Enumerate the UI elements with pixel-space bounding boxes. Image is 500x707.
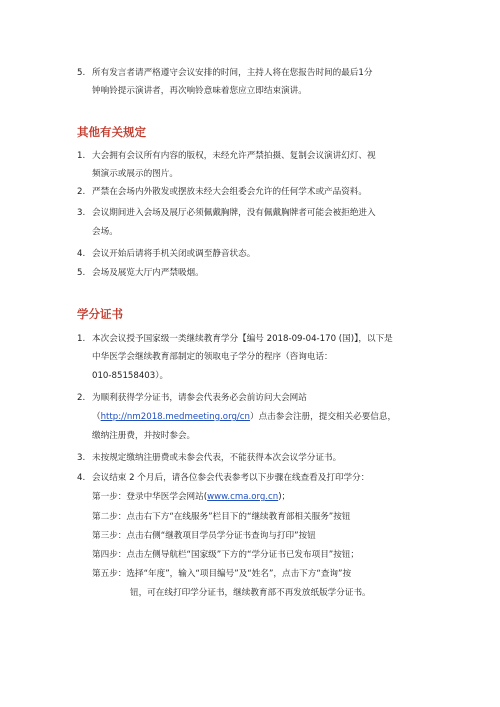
step-text: 第一步：登录中华医学会网站( bbox=[92, 492, 208, 502]
section-heading-rules: 其他有关规定 bbox=[77, 125, 146, 139]
paragraph-line: 会场。 bbox=[92, 227, 118, 237]
paragraph-line: 中华医学会继续教育部制定的领取电子学分的程序（咨询电话： bbox=[92, 352, 333, 362]
section-heading-credits: 学分证书 bbox=[77, 307, 123, 321]
list-number: 4. bbox=[77, 249, 86, 259]
list-number: 3. bbox=[77, 453, 86, 463]
paragraph-line: 大会拥有会议所有内容的版权，未经允许严禁拍摄、复制会议演讲幻灯、视 bbox=[92, 151, 376, 161]
paragraph-line: 频演示或展示的图片。 bbox=[92, 169, 178, 179]
paragraph-line: 010-85158403）。 bbox=[92, 371, 169, 381]
paragraph-line: 会议结束 2 个月后，请各位参会代表参考以下步骤在线查看及打印学分： bbox=[92, 473, 370, 483]
step-text: )； bbox=[278, 492, 291, 502]
paragraph-line: 本次会议授予国家级一类继续教育学分【编号 2018-09-04-170 (国)】，以下是 bbox=[92, 334, 393, 344]
bracket-open: （ bbox=[92, 412, 101, 422]
list-number: 2. bbox=[77, 393, 86, 403]
step-line: 第三步：点击右侧“继教项目学员学分证书查询与打印”按钮 bbox=[92, 531, 316, 541]
paragraph-line: 钟响铃提示演讲者，再次响铃意味着您应立即结束演讲。 bbox=[92, 86, 307, 96]
paragraph-text: ）点击参会注册，提交相关必要信息， bbox=[249, 412, 397, 422]
paragraph-line: 为顺利获得学分证书，请参会代表务必会前访问大会网站 bbox=[92, 393, 307, 403]
conference-website-link[interactable]: http://nm2018.medmeeting.org/cn bbox=[100, 412, 250, 422]
paragraph-line-with-link bbox=[92, 411, 396, 423]
paragraph-line: 未按规定缴纳注册费或未参会代表，不能获得本次会议学分证书。 bbox=[92, 453, 342, 463]
list-number: 4. bbox=[77, 473, 86, 483]
list-number: 1. bbox=[77, 151, 86, 161]
paragraph-line: 会议开始后请将手机关闭或调至静音状态。 bbox=[92, 249, 256, 259]
paragraph-line: 所有发言者请严格遵守会议安排的时间，主持人将在您报告时间的最后1分 bbox=[92, 68, 373, 78]
step-line: 第四步：点击左侧导航栏“国家级”下方的“学分证书已发布项目”按钮； bbox=[92, 550, 360, 560]
list-number: 5. bbox=[77, 68, 86, 78]
list-number: 5. bbox=[77, 268, 86, 278]
list-number: 3. bbox=[77, 208, 86, 218]
step-line: 第五步：选择“年度”，输入“项目编号”及“姓名”，点击下方“查询”按 bbox=[92, 569, 352, 579]
list-number: 2. bbox=[77, 187, 86, 197]
paragraph-line: 会议期间进入会场及展厅必须佩戴胸牌，没有佩戴胸牌者可能会被拒绝进入 bbox=[92, 208, 376, 218]
paragraph-line: 严禁在会场内外散发或摆放未经大会组委会允许的任何学术或产品资料。 bbox=[92, 187, 368, 197]
list-number: 1. bbox=[77, 334, 86, 344]
step-line: 第二步：点击右下方“在线服务”栏目下的“继续教育部相关服务”按钮 bbox=[92, 512, 351, 522]
cma-website-link[interactable]: www.cma.org.cn bbox=[207, 492, 279, 502]
step-line: 钮，可在线打印学分证书，继续教育部不再发放纸版学分证书。 bbox=[130, 588, 371, 598]
step-line bbox=[92, 491, 290, 503]
paragraph-line: 会场及展览大厅内严禁吸烟。 bbox=[92, 268, 204, 278]
paragraph-line: 缴纳注册费，并按时参会。 bbox=[92, 431, 196, 441]
